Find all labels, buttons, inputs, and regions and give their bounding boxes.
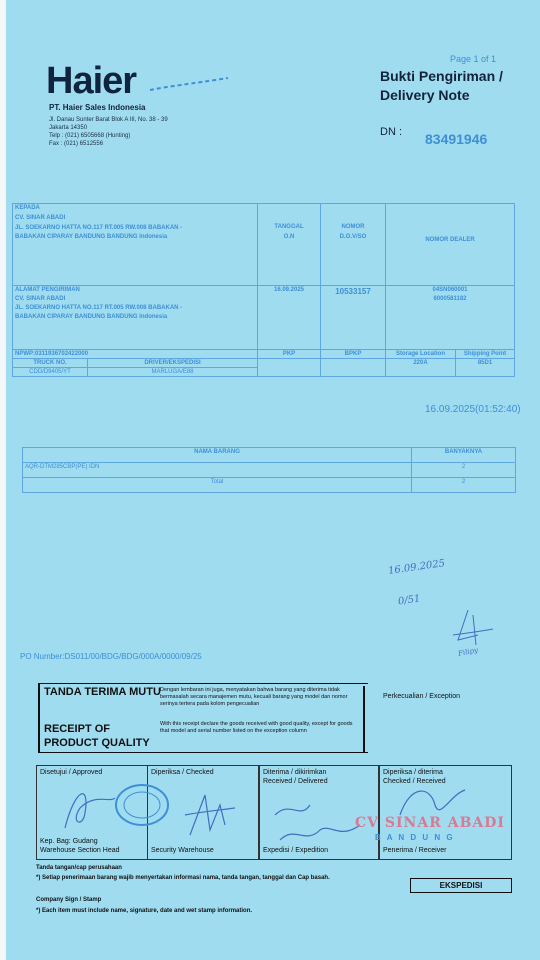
checked-received-line2: Checked / Received: [383, 778, 446, 785]
approved-name-line1: Kep. Bag: Gudang: [40, 838, 98, 845]
storage-header: Storage Location: [386, 350, 456, 359]
page-indicator: Page 1 of 1: [450, 54, 497, 64]
tanggal-header: TANGGAL: [274, 224, 304, 230]
logo-swoosh-icon: [150, 76, 230, 96]
alamat-label: ALAMAT PENGIRIMAN: [15, 287, 80, 293]
ekspedisi-label: EKSPEDISI: [410, 878, 512, 893]
handwritten-note: 0/51: [397, 593, 422, 608]
dealer-header-cell: NOMOR DEALER: [386, 204, 515, 286]
received-label-line1: Diterima / dikirimkan: [263, 769, 327, 776]
receiver-name: Penerima / Receiver: [383, 847, 447, 854]
nomor-cell: [321, 204, 386, 286]
pkp-value: [258, 359, 321, 377]
company-stamp-icon: [112, 780, 172, 830]
storage-value: 220A: [386, 359, 456, 377]
approved-label: Disetujui / Approved: [40, 769, 103, 776]
footer-line3: Company Sign / Stamp: [36, 897, 102, 903]
driver-header: DRIVER/EKSPEDISI: [88, 359, 258, 368]
po-number: PO Number:DS011/00/BDG/BDG/000A/0000/09/25: [20, 652, 202, 661]
tanggal-cell: [258, 204, 321, 286]
handwritten-date: 16.09.2025: [387, 558, 446, 577]
receiver-stamp-city: B A N D U N G: [375, 833, 455, 842]
address-city: Jakarta 14350: [49, 125, 88, 131]
received-label: [263, 768, 328, 786]
bpkp-cell: BPKP: [321, 350, 386, 359]
items-table: [22, 447, 516, 493]
address-fax: Fax : (021) 6512556: [49, 141, 104, 147]
footer-line4: *) Each item must include name, signature, date and wet stamp information.: [36, 908, 253, 914]
kepada-name: CV. SINAR ABADI: [15, 215, 66, 221]
truck-number: CDD/D9405/YT: [13, 368, 88, 377]
print-timestamp: 16.09.2025(01:52:40): [425, 404, 521, 415]
total-qty: 2: [412, 478, 516, 493]
dn-number: 83491946: [425, 131, 488, 147]
footer-line2: *) Setiap penerimaan barang wajib menyertakan informasi nama, tanda tangan, tanggal dan Cap basah.: [36, 875, 330, 881]
npwp-cell: NPWP:0311936702422000: [13, 350, 258, 359]
alamat-address2: BABAKAN CIPARAY BANDUNG BANDUNG Indonesia: [15, 314, 168, 320]
address-line: Jl. Danau Sunter Barat Blok A III, No. 38 - 39: [49, 117, 168, 123]
dealer-number-cell: [386, 286, 515, 350]
document-title-line1: Bukti Pengiriman /: [380, 68, 503, 84]
receipt-title-en: RECEIPT OF PRODUCT QUALITY: [44, 723, 150, 749]
received-label-line2: Received / Delivered: [263, 778, 328, 785]
total-label: Total: [23, 478, 412, 493]
items-col-qty: BANYAKNYA: [412, 448, 516, 463]
address-telp: Telp : (021) 6505668 (Hunting): [49, 133, 131, 139]
document-title-line2: Delivery Note: [380, 87, 470, 103]
kepada-address2: BABAKAN CIPARAY BANDUNG BANDUNG Indonesia: [15, 234, 168, 240]
shipping-value: 85D1: [456, 359, 515, 377]
alamat-cell: [13, 286, 258, 350]
receipt-text-id: Dengan lembaran ini juga, menyatakan bahwa barang yang diterima tidak bermasalah secara manajemen mutu, kecuali barang yang model dan nomor serinya tertera pada kolom pengecualian: [160, 687, 348, 707]
kepada-cell: [13, 204, 258, 286]
checked-name: Security Warehouse: [151, 847, 214, 854]
alamat-name: CV. SINAR ABADI: [15, 296, 66, 302]
dealer-number2: 6000581182: [433, 296, 467, 302]
shipping-header: Shipping Point: [456, 350, 515, 359]
kepada-address1: JL. SOEKARNO HATTA NO.117 RT.005 RW.008 BABAKAN -: [15, 225, 183, 231]
nomor-sub: D.O.V/SO: [339, 234, 367, 240]
footer-line1: Tanda tangan/cap perusahaan: [36, 865, 122, 871]
truck-header: TRUCK NO.: [13, 359, 88, 368]
delivery-number: 10533157: [321, 286, 386, 350]
checked-received-line1: Diperiksa / diterima: [383, 769, 443, 776]
dealer-number1: 04SN060001: [432, 287, 468, 293]
nomor-header: NOMOR: [341, 224, 365, 230]
exception-label: Perkecualian / Exception: [383, 693, 461, 700]
approved-name-line2: Warehouse Section Head: [40, 847, 120, 854]
bpkp-value: [321, 359, 386, 377]
delivery-date: 16.09.2025: [258, 286, 321, 350]
dn-label: DN :: [380, 126, 402, 138]
handwritten-sign-name: Filipy: [457, 646, 479, 658]
receipt-title-id: TANDA TERIMA MUTU: [44, 686, 161, 698]
receipt-text-en: With this receipt declare the goods received with good quality, except for goods that model and serial number listed on the exception column: [160, 721, 353, 734]
items-col-name: NAMA BARANG: [23, 448, 412, 463]
approved-name: [40, 837, 120, 855]
item-name: AQR-DTM285CBP(PE) IDN: [23, 463, 412, 478]
expedition-name: Expedisi / Expedition: [263, 847, 328, 854]
pkp-cell: PKP: [258, 350, 321, 359]
item-qty: 2: [412, 463, 516, 478]
haier-logo: Haier: [46, 60, 137, 102]
driver-name: MARLUGA/E88: [88, 368, 258, 377]
document-title: [380, 67, 503, 105]
receipt-divider: [363, 686, 365, 752]
company-name: PT. Haier Sales Indonesia: [49, 103, 146, 112]
checked-label: Diperiksa / Checked: [151, 769, 214, 776]
company-address: [49, 116, 249, 148]
kepada-label: KEPADA: [15, 205, 40, 211]
receiver-stamp-text: CV SINAR ABADI: [355, 815, 505, 831]
table-row: [23, 463, 516, 478]
tanggal-sub: O.N: [283, 234, 295, 240]
shipment-info-table: [12, 203, 515, 377]
checked-signature-icon: [180, 790, 240, 845]
alamat-address1: JL. SOEKARNO HATTA NO.117 RT.005 RW.008 BABAKAN -: [15, 305, 183, 311]
truck-driver-cell: [13, 359, 258, 377]
